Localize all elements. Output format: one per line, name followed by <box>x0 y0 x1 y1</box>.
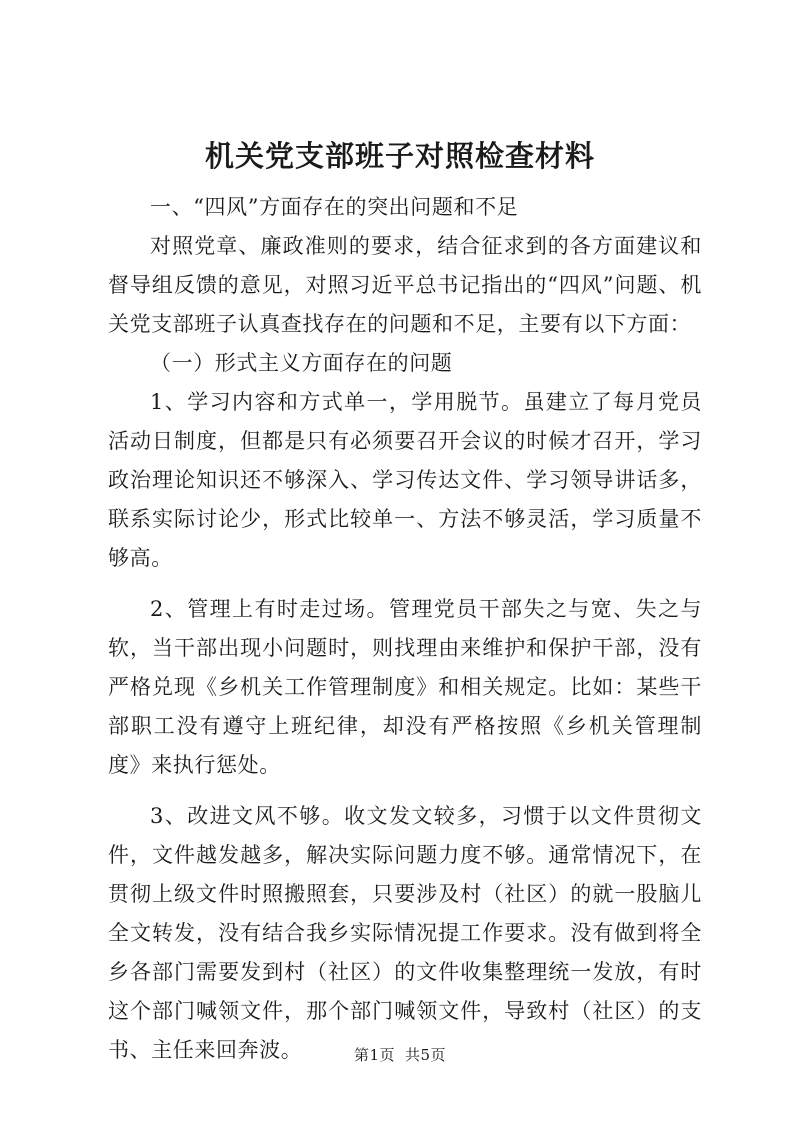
paragraph-item-2: 2、管理上有时走过场。管理党员干部失之与宽、失之与软，当干部出现小问题时，则找理由来维护和保护干部，没有严格兑现《乡机关工作管理制度》和相关规定。比如：某些干部职工没有遵守上班纪律，却没有严格按照《乡机关管理制度》来执行惩处。 <box>108 597 702 777</box>
subsection-heading-formalism: （一）形式主义方面存在的问题 <box>150 351 453 375</box>
document-title: 机关党支部班子对照检查材料 <box>204 139 595 173</box>
paragraph-item-3: 3、改进文风不够。收文发文较多，习惯于以文件贯彻文件，文件越发越多，解决实际问题力度不够。通常情况下，在贯彻上级文件时照搬照套，只要涉及村（社区）的就一股脑儿全文转发，没有结合我乡实际情况提工作要求。没有做到将全乡各部门需要发到村（社区）的文件收集整理统一发放，有时这个部门喊领文件，那个部门喊领文件，导致村（社区）的支书、主任来回奔波。 <box>108 804 702 1062</box>
paragraph-item-1: 1、学习内容和方式单一，学用脱节。虽建立了每月党员活动日制度，但都是只有必须要召开会议的时候才召开，学习政治理论知识还不够深入、学习传达文件、学习领导讲话多，联系实际讨论少，形式比较单一、方法不够灵活，学习质量不够高。 <box>108 390 702 570</box>
page-number: 第1页 <box>353 1046 395 1064</box>
page-footer <box>0 1045 800 1065</box>
document-body <box>108 188 702 1070</box>
intro-paragraph: 对照党章、廉政准则的要求，结合征求到的各方面建议和督导组反馈的意见，对照习近平总书记指出的“四风”问题、机关党支部班子认真查找存在的问题和不足，主要有以下方面： <box>108 234 702 336</box>
page-total: 共5页 <box>405 1046 447 1064</box>
section-heading-four-winds: 一、“四风”方面存在的突出问题和不足 <box>150 195 519 219</box>
